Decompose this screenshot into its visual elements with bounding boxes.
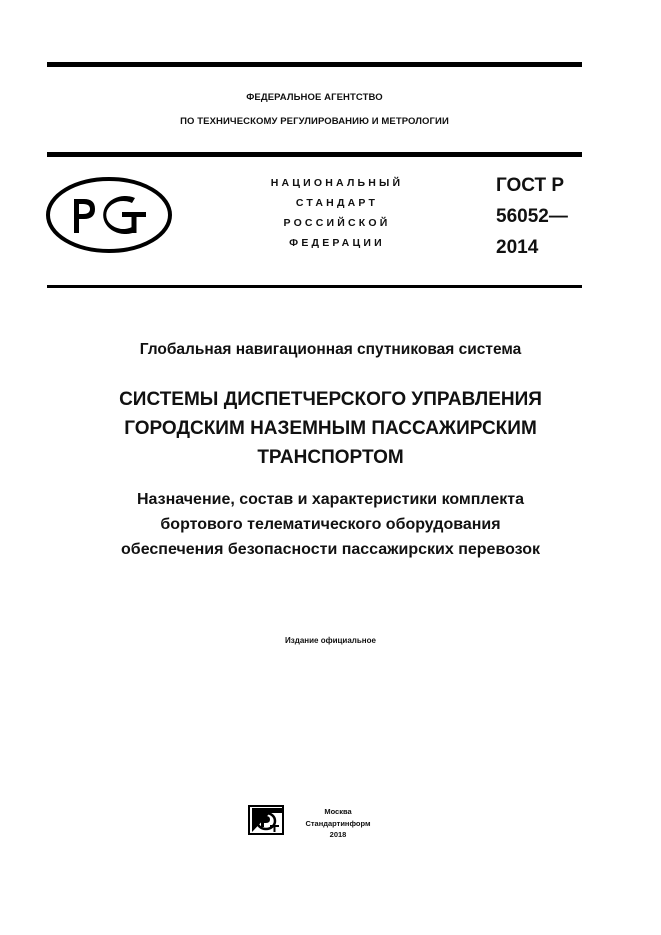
standard-type-line-3: РОССИЙСКОЙ xyxy=(283,217,391,229)
top-rule xyxy=(47,62,582,67)
title-line-2: ГОРОДСКИМ НАЗЕМНЫМ ПАССАЖИРСКИМ xyxy=(124,418,537,439)
document-title xyxy=(40,385,621,472)
designation-line-1: ГОСТ Р xyxy=(496,175,565,196)
bottom-rule xyxy=(47,285,582,288)
gost-emblem-icon xyxy=(46,177,172,253)
standartinform-logo-icon xyxy=(248,804,284,836)
title-line-3: ТРАНСПОРТОМ xyxy=(257,447,404,468)
subtitle-line-1: Назначение, состав и характеристики комплекта xyxy=(136,491,525,508)
standard-designation xyxy=(496,170,568,263)
standard-type-line-1: НАЦИОНАЛЬНЫЙ xyxy=(270,177,404,189)
publisher-name: Стандартинформ xyxy=(305,818,371,828)
designation-line-3: 2014 xyxy=(496,237,539,258)
standard-type-block xyxy=(222,173,452,253)
designation-line-2: 56052— xyxy=(496,206,568,227)
edition-label: Издание официальное xyxy=(285,636,376,645)
subtitle-line-3: обеспечения безопасности пассажирских перевозок xyxy=(121,541,540,558)
publisher-block xyxy=(290,806,386,841)
title-line-1: СИСТЕМЫ ДИСПЕТЧЕРСКОГО УПРАВЛЕНИЯ xyxy=(119,389,542,410)
subtitle-line-2: бортового телематического оборудования xyxy=(160,516,501,533)
system-name: Глобальная навигационная спутниковая система xyxy=(139,341,522,358)
agency-name-line-2: ПО ТЕХНИЧЕСКОМУ РЕГУЛИРОВАНИЮ И МЕТРОЛОГИИ xyxy=(180,116,449,127)
standard-type-line-4: ФЕДЕРАЦИИ xyxy=(289,237,385,249)
agency-name-line-1: ФЕДЕРАЛЬНОЕ АГЕНТСТВО xyxy=(246,92,383,103)
document-subtitle xyxy=(40,487,621,562)
publisher-year: 2018 xyxy=(329,830,347,839)
middle-rule xyxy=(47,152,582,157)
publisher-city: Москва xyxy=(324,807,352,816)
standard-type-line-2: СТАНДАРТ xyxy=(295,197,379,209)
